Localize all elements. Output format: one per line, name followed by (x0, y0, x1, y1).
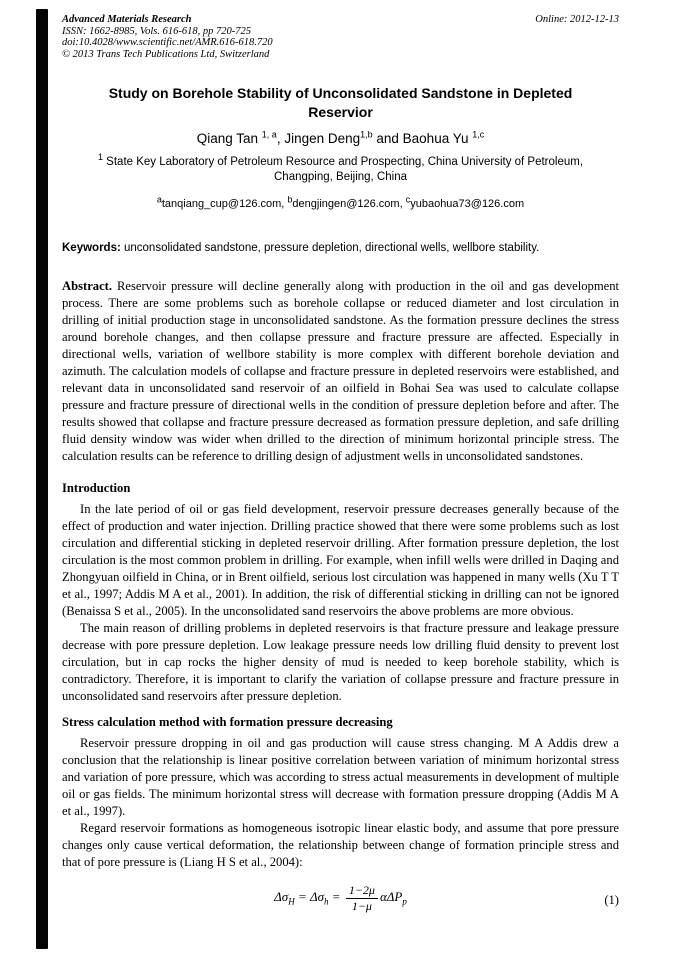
equation-number: (1) (604, 892, 619, 907)
keywords-text: unconsolidated sandstone, pressure depletion, directional wells, wellbore stability. (120, 242, 540, 255)
journal-header (62, 14, 619, 60)
authors-line (62, 130, 619, 147)
fraction-denominator: 1−μ (351, 898, 372, 913)
section-stress-calculation (62, 714, 619, 871)
scan-artifact-bar (36, 9, 48, 949)
author-affiliation-mark: 1, a (261, 129, 277, 140)
paper-title: Study on Borehole Stability of Unconsolidated Sandstone in Depleted Reservior (108, 85, 573, 121)
affiliation-block (62, 152, 619, 185)
email-address: dengjingen@126.com, (292, 198, 406, 211)
author-name: Qiang Tan (196, 131, 262, 147)
online-date: Online: 2012-12-13 (535, 14, 619, 25)
abstract-label: Abstract. (62, 279, 113, 294)
email-mark: c (405, 194, 411, 205)
section-body (62, 501, 619, 705)
fraction (346, 884, 378, 913)
abstract-text: Reservoir pressure will decline generally along with production in the oil and gas development process. There are some problems such as borehole collapse or reduced diameter and lost circulation in drilling of initial production stage in unconsolidated sandstone. As the formation pressure declines the stress around borehole changes, and then collapse pressure and fracture pressure are affected. Especially in directional wells, variation of wellbore stability is more complex with different borehole deviation and azimuth. The calculation models of collapse and fracture pressure in depleted reservoirs were established, and relevant data in unconsolidated sand reservoir of an oilfield in Bohai Sea was used to calculate collapse pressure and fracture pressure of directional wells in the condition of pressure depletion before and after. The results showed that collapse and fracture pressure decreased as formation pressure depletion, and safe drilling fluid density window was wider when drilled to the direction of minimum horizontal principle stress. The calculation results can be reference to drilling design of adjustment wells in unconsolidated sandstones. (62, 279, 619, 464)
paragraph: Regard reservoir formations as homogeneous isotropic linear elastic body, and assume that pore pressure changes only cause vertical deformation, the relationship between change of formation principle stress and that of pore pressure is (Liang H S et al., 2004): (62, 821, 619, 870)
copyright-line: © 2013 Trans Tech Publications Ltd, Switzerland (62, 48, 270, 60)
keywords-line (62, 241, 619, 256)
paragraph: Reservoir pressure dropping in oil and gas production will cause stress changing. M A Addis drew a conclusion that the relationship is linear positive correlation between variation of minimum horizontal stress and variation of pore pressure, which was according to stress actual measurements in development of multiple oil or gas fields. The minimum horizontal stress will decrease with formation pressure dropping (Addis M A et al., 1997). (62, 736, 619, 819)
equation-1 (62, 882, 619, 917)
section-body (62, 735, 619, 871)
emails-line (62, 194, 619, 211)
section-heading-stress-calculation: Stress calculation method with formation pressure decreasing (62, 715, 393, 730)
paragraph: In the late period of oil or gas field development, reservoir pressure decreases generally because of the effect of production and water injection. Drilling practice showed that there were some problems such as lost circulation and differential sticking in depleted reservoir drilling. After formation pressure depletion, the lost circulation is the most common problem in drilling. For example, when infill wells were drilled in Daqing and Zhongyuan oilfield in China, or in Brent oilfield, serious lost circulation was happened in many wells (Xu T T et al., 1997; Addis M A et al., 2001). In addition, the risk of differential sticking in drilling can not be ignored (Benaissa S et al., 2005). In the unconsolidated sand reservoirs the above problems are more obvious. (62, 502, 619, 619)
fraction-numerator: 1−2μ (346, 884, 378, 899)
journal-name: Advanced Materials Research (62, 14, 192, 25)
email-mark: a (156, 194, 162, 205)
author-affiliation-mark: 1,c (472, 129, 485, 140)
author-name: and Baohua Yu (372, 131, 473, 147)
section-heading-introduction: Introduction (62, 481, 131, 496)
abstract-block (62, 278, 619, 465)
email-address: yubaohua73@126.com (410, 198, 525, 211)
affiliation-mark: 1 (97, 152, 103, 163)
author-name: , Jingen Deng (276, 131, 361, 147)
author-affiliation-mark: 1,b (360, 129, 373, 140)
email-address: tanqiang_cup@126.com, (161, 198, 288, 211)
page-content (62, 14, 619, 917)
paragraph: The main reason of drilling problems in depleted reservoirs is that fracture pressure and leakage pressure decrease with pore pressure depletion. Low leakage pressure needs low drilling fluid density to prevent lost circulation, but in cap rocks the higher density of mud is needed to keep borehole stability, which is contradictory. Therefore, it is important to clarify the variation of collapse pressure and fracture pressure in unconsolidated sand reservoirs after pressure depletion. (62, 621, 619, 704)
equation-body: $\Delta\sigma_H = \Delta\sigma_h$ = $\frac{1-2\mu}{1-\mu}$ αΔP$_p$ (274, 882, 407, 913)
section-introduction (62, 480, 619, 705)
affiliation-line-1: $^1$ State Key Laboratory of Petroleum Resource and Prospecting, China University of Petroleum, (97, 152, 584, 169)
keywords-label: Keywords: (62, 242, 121, 255)
email-mark: b (287, 194, 293, 205)
affiliation-line-2: Changping, Beijing, China (274, 171, 407, 184)
issn-line: ISSN: 1662-8985, Vols. 616-618, pp 720-725 (62, 25, 251, 37)
doi-line: doi:10.4028/www.scientific.net/AMR.616-618.720 (62, 37, 273, 49)
